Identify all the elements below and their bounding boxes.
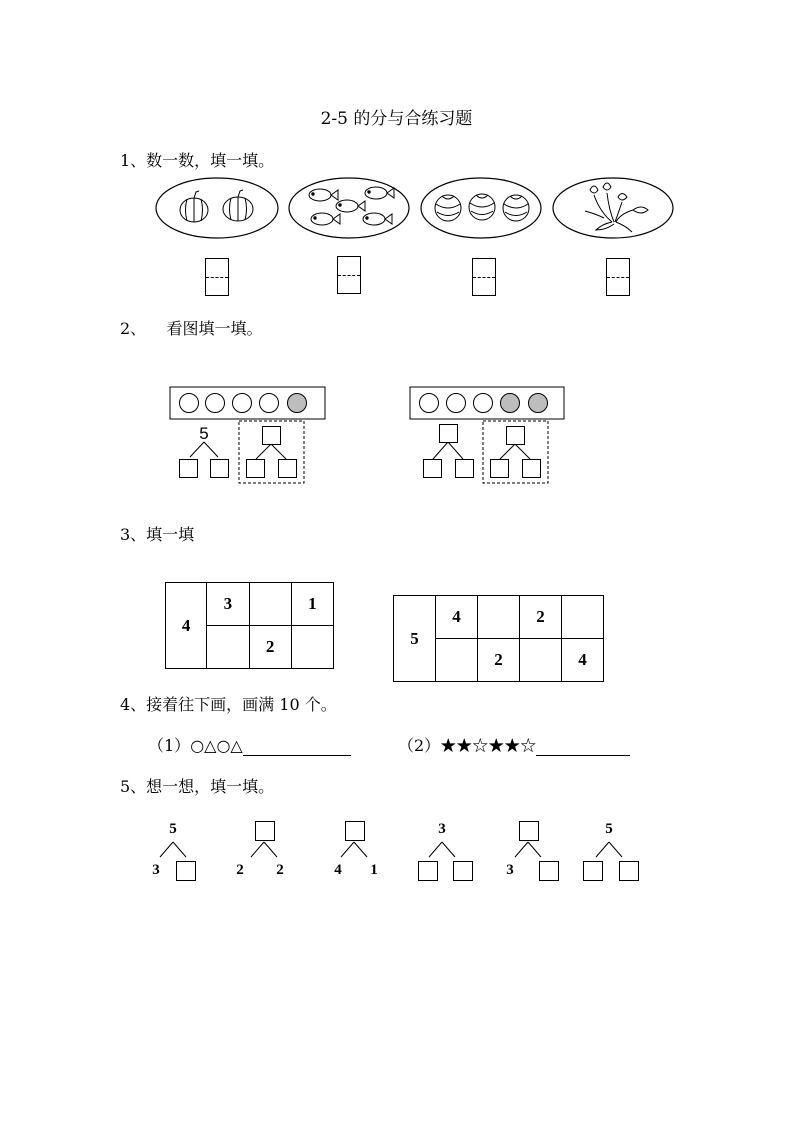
answer-box[interactable] bbox=[619, 861, 639, 881]
pattern-item-label: （1） bbox=[148, 736, 191, 755]
answer-box[interactable] bbox=[418, 861, 438, 881]
question-5-heading: 5、想一想，填一填。 bbox=[120, 777, 275, 796]
table-cell[interactable]: 4 bbox=[436, 596, 478, 639]
question-3-heading: 3、填一填 bbox=[120, 525, 195, 544]
table-cell[interactable]: 2 bbox=[520, 596, 562, 639]
answer-box[interactable] bbox=[539, 861, 559, 881]
question-4-heading: 4、接着往下画，画满 10 个。 bbox=[120, 695, 337, 714]
split-lines bbox=[596, 842, 622, 857]
answer-box[interactable] bbox=[255, 821, 275, 841]
tree-left-number: 3 bbox=[506, 862, 514, 878]
split-lines bbox=[341, 842, 367, 857]
table-cell[interactable]: 2 bbox=[478, 639, 520, 682]
answer-box[interactable] bbox=[345, 821, 365, 841]
answer-box[interactable] bbox=[453, 861, 473, 881]
tree-top-number: 3 bbox=[438, 821, 446, 837]
page-title: 2-5 的分与合练习题 bbox=[320, 109, 473, 129]
table-total: 5 bbox=[394, 596, 436, 682]
tree-top-number: 5 bbox=[605, 821, 613, 837]
table-cell[interactable]: 4 bbox=[562, 639, 604, 682]
pattern-item-label: （2） bbox=[398, 736, 441, 755]
split-lines bbox=[251, 842, 277, 857]
split-lines bbox=[515, 842, 541, 857]
pattern-shapes: ○△○△ bbox=[190, 736, 243, 755]
tree-left-number: 4 bbox=[334, 862, 342, 878]
table-cell[interactable]: 3 bbox=[207, 583, 249, 626]
question-1-heading: 1、数一数，填一填。 bbox=[120, 151, 275, 170]
answer-box[interactable] bbox=[176, 861, 196, 881]
tree-right-number: 1 bbox=[370, 862, 378, 878]
tree-top-number: 5 bbox=[169, 821, 177, 837]
tree-left-number: 3 bbox=[152, 862, 160, 878]
table-total: 4 bbox=[166, 583, 207, 669]
answer-box[interactable] bbox=[519, 821, 539, 841]
table-cell[interactable]: 2 bbox=[249, 626, 291, 669]
tree-right-number: 2 bbox=[276, 862, 284, 878]
question-2-heading: 2、 看图填一填。 bbox=[120, 319, 263, 338]
table-cell[interactable]: 1 bbox=[291, 583, 333, 626]
split-lines bbox=[160, 842, 186, 857]
pattern-stars: ★★☆★★☆ bbox=[440, 736, 537, 755]
split-lines bbox=[429, 842, 455, 857]
answer-box[interactable] bbox=[583, 861, 603, 881]
split-total: 5 bbox=[199, 424, 209, 443]
tree-left-number: 2 bbox=[236, 862, 244, 878]
